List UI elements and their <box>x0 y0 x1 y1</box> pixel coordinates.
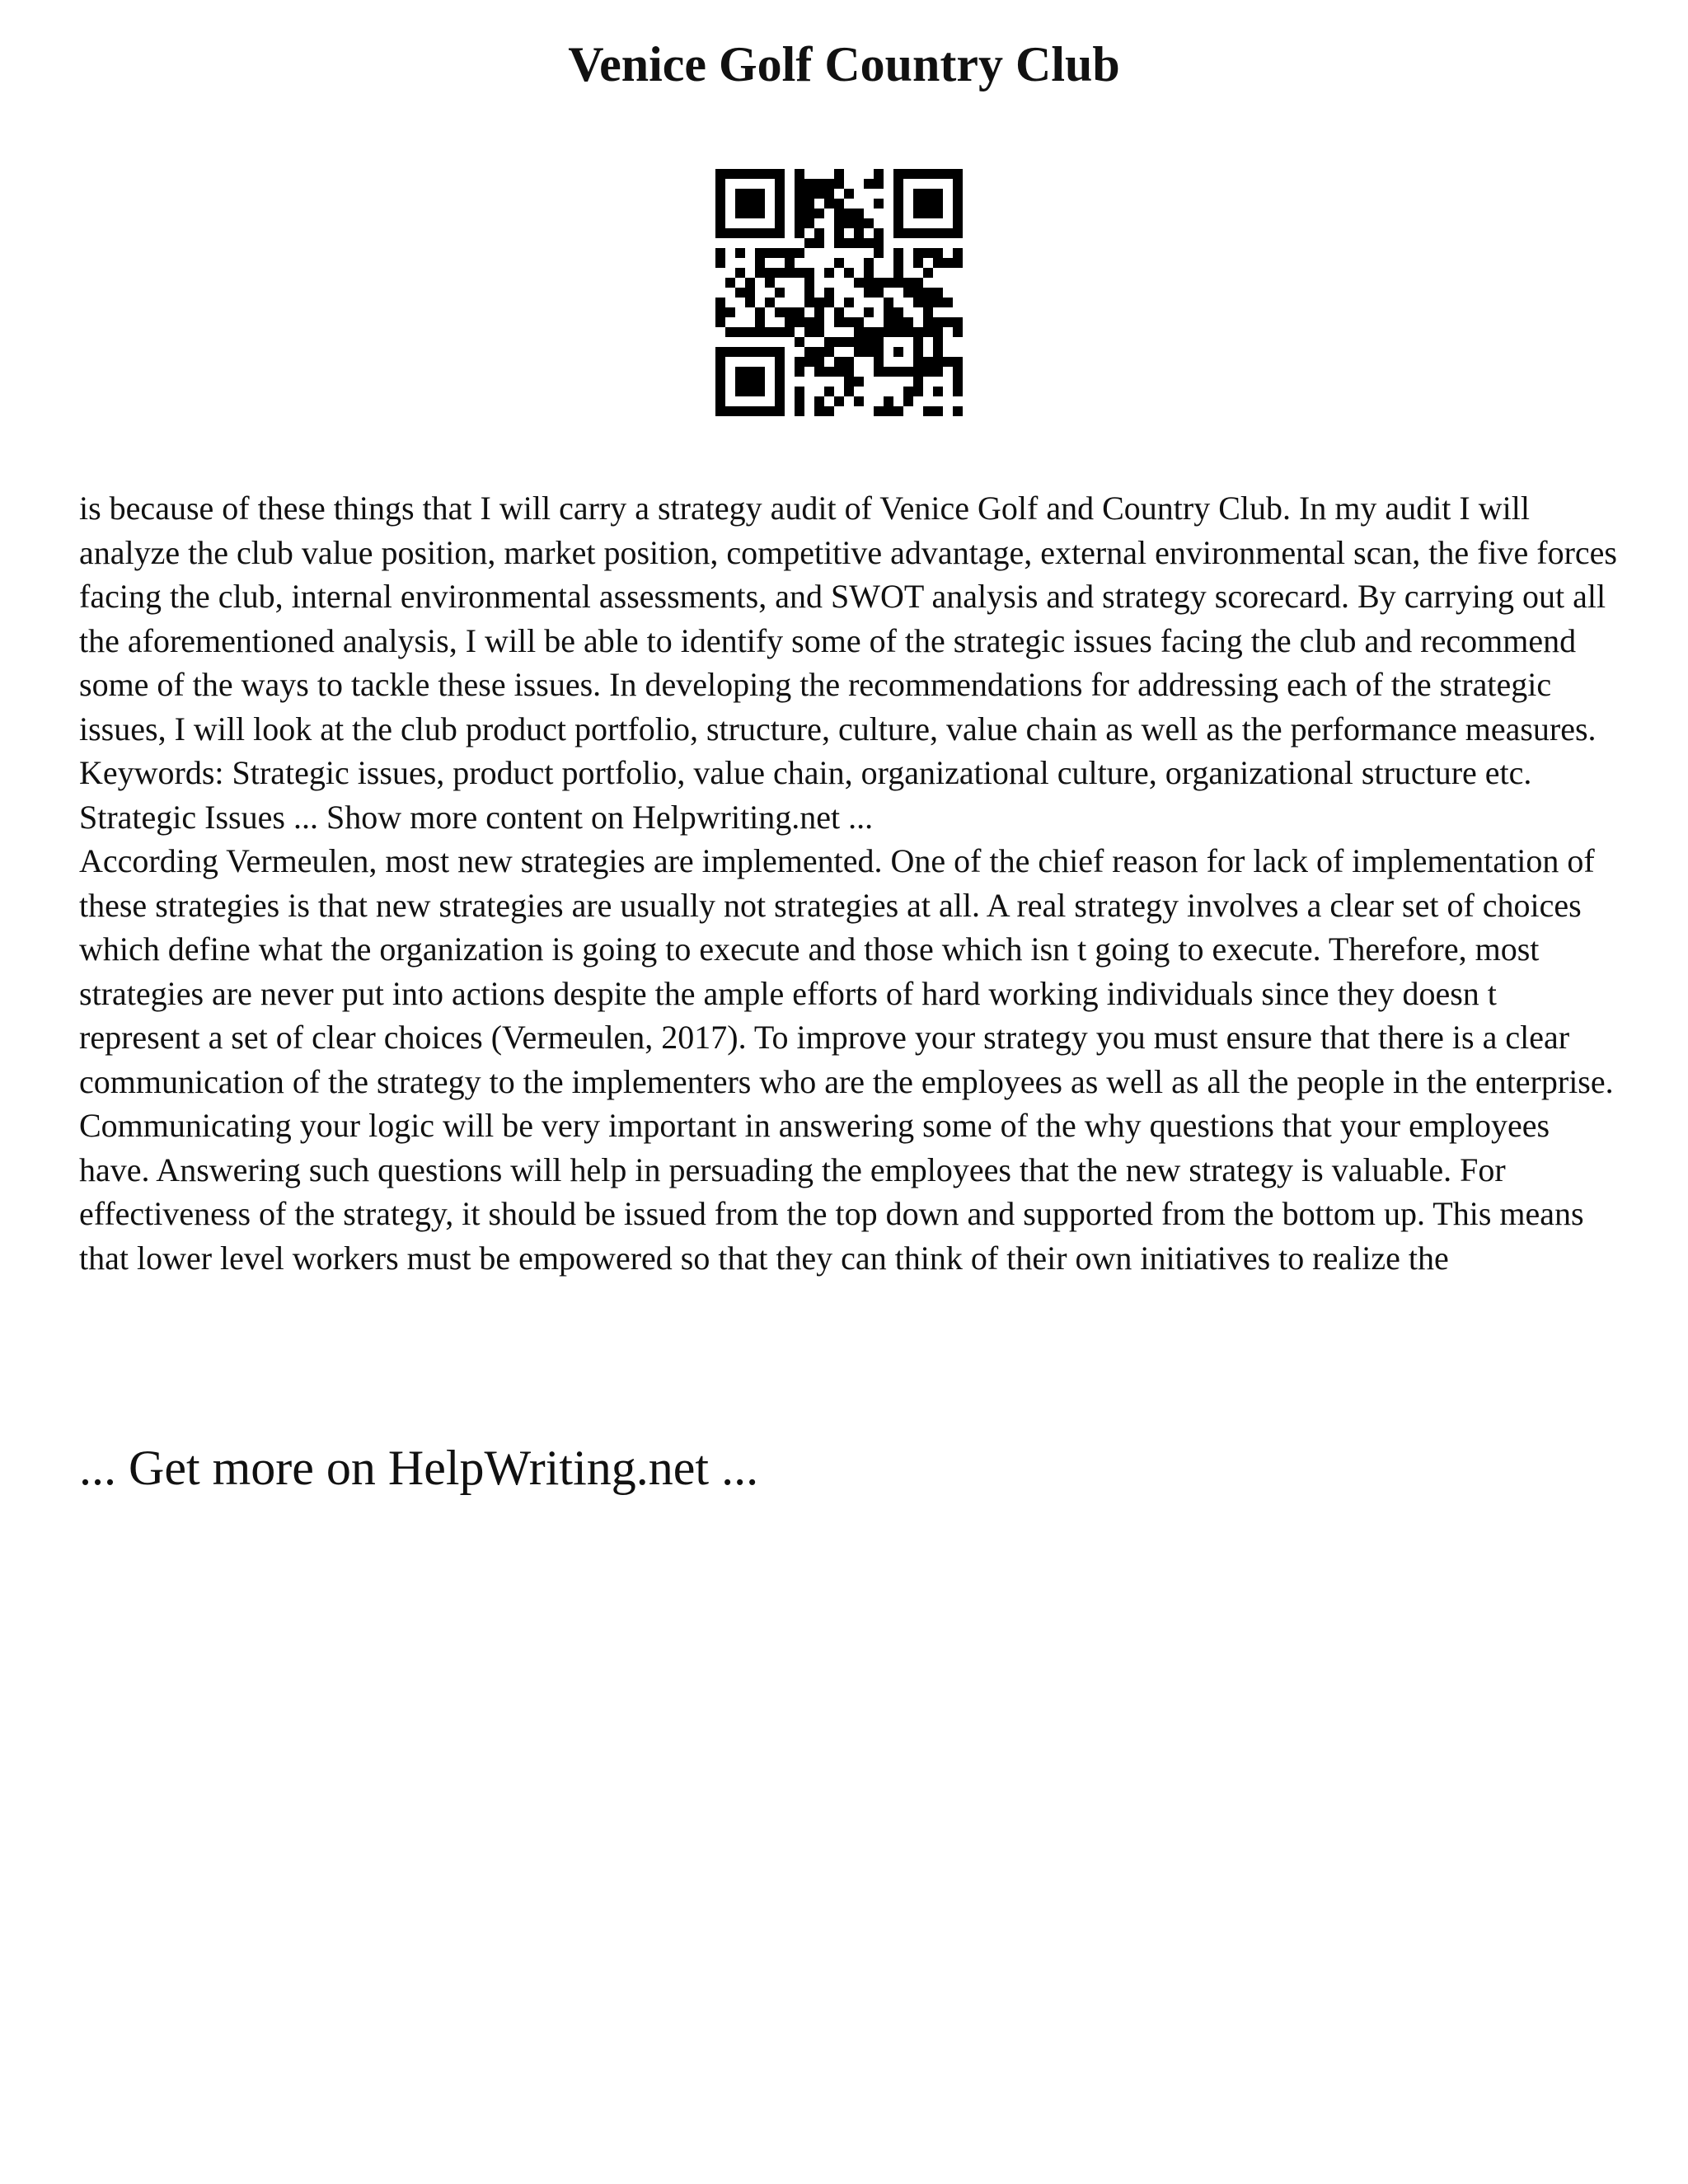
paragraph-intro: is because of these things that I will carry a strategy audit of Venice Golf and Country Club. In my audit I will analyze the club value position, market position, competitive advantage, external environmental scan, the five forces facing the club, internal environmental assessments, and SWOT analysis and strategy scorecard. By carrying out all the aforementioned analysis, I will be able to identify some of the strategic issues facing the club and recommend some of the ways to tackle these issues. In developing the recommendations for addressing each of the strategic issues, I will look at the club product portfolio, structure, culture, value chain as well as the performance measures. Keywords: Strategic issues, product portfolio, value chain, organizational culture, organizational structure etc. Strategic Issues ... Show more content on Helpwriting.net ... <box>79 490 1617 836</box>
qr-code-graphic <box>715 169 963 416</box>
qr-code-icon[interactable] <box>715 169 963 416</box>
page-title: Venice Golf Country Club <box>568 37 1120 91</box>
paragraph-implementation: According Vermeulen, most new strategies are implemented. One of the chief reason for lack of implementation of these strategies is that new strategies are usually not strategies at all. A real strategy involves a clear set of choices which define what the organization is going to execute and those which isn t going to execute. Therefore, most strategies are never put into actions despite the ample efforts of hard working individuals since they doesn t represent a set of clear choices (Vermeulen, 2017). To improve your strategy you must ensure that there is a clear communication of the strategy to the implementers who are the employees as well as all the people in the enterprise. Communicating your logic will be very important in answering some of the why questions that your employees have. Answering such questions will help in persuading the employees that the new strategy is valuable. For effectiveness of the strategy, it should be issued from the top down and supported from the bottom up. This means that lower level workers must be empowered so that they can think of their own initiatives to realize the <box>79 842 1614 1277</box>
body-text <box>79 486 1620 1280</box>
get-more-link[interactable]: ... Get more on HelpWriting.net ... <box>79 1441 759 1495</box>
